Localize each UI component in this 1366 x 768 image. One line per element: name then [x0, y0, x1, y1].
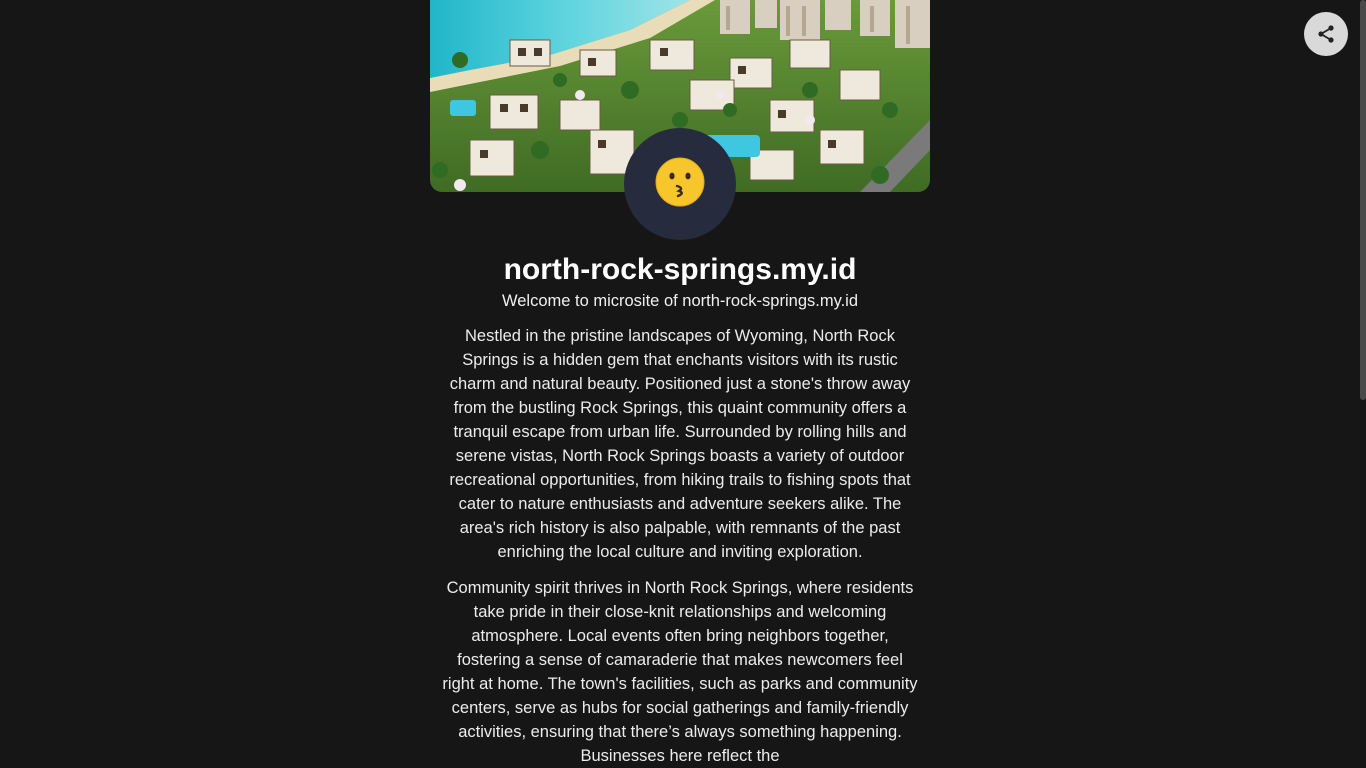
scrollbar[interactable] [1360, 0, 1366, 768]
site-title: north-rock-springs.my.id [503, 253, 857, 286]
scrollbar-thumb[interactable] [1360, 0, 1366, 400]
profile-column [430, 0, 930, 765]
kissing-face-emoji-icon [655, 157, 705, 211]
site-subtitle: Welcome to microsite of north-rock-springs.my.id [501, 292, 859, 310]
paragraph: Community spirit thrives in North Rock Springs, where residents take pride in their close-knit relationships and welcoming atmosphere. Local events often bring neighbors together, fostering a sense of camaraderie that makes newcomers feel right at home. The town's facilities, such as parks and community centers, serve as hubs for social gatherings and family-friendly activities, ensuring that there’s always something happening. Businesses here reflect the [442, 579, 918, 765]
content-body [442, 324, 918, 768]
share-button[interactable] [1304, 12, 1348, 56]
paragraph: Nestled in the pristine landscapes of Wyoming, North Rock Springs is a hidden gem that enchants visitors with its rustic charm and natural beauty. Positioned just a stone's throw away from the bustling Rock Springs, this quaint community offers a tranquil escape from urban life. Surrounded by rolling hills and serene vistas, North Rock Springs boasts a variety of outdoor recreational opportunities, from hiking trails to fishing spots that cater to nature enthusiasts and adventure seekers alike. The area's rich history is also palpable, with remnants of the past enriching the local culture and inviting exploration. [449, 327, 911, 561]
share-icon [1316, 24, 1336, 44]
avatar [624, 128, 736, 240]
